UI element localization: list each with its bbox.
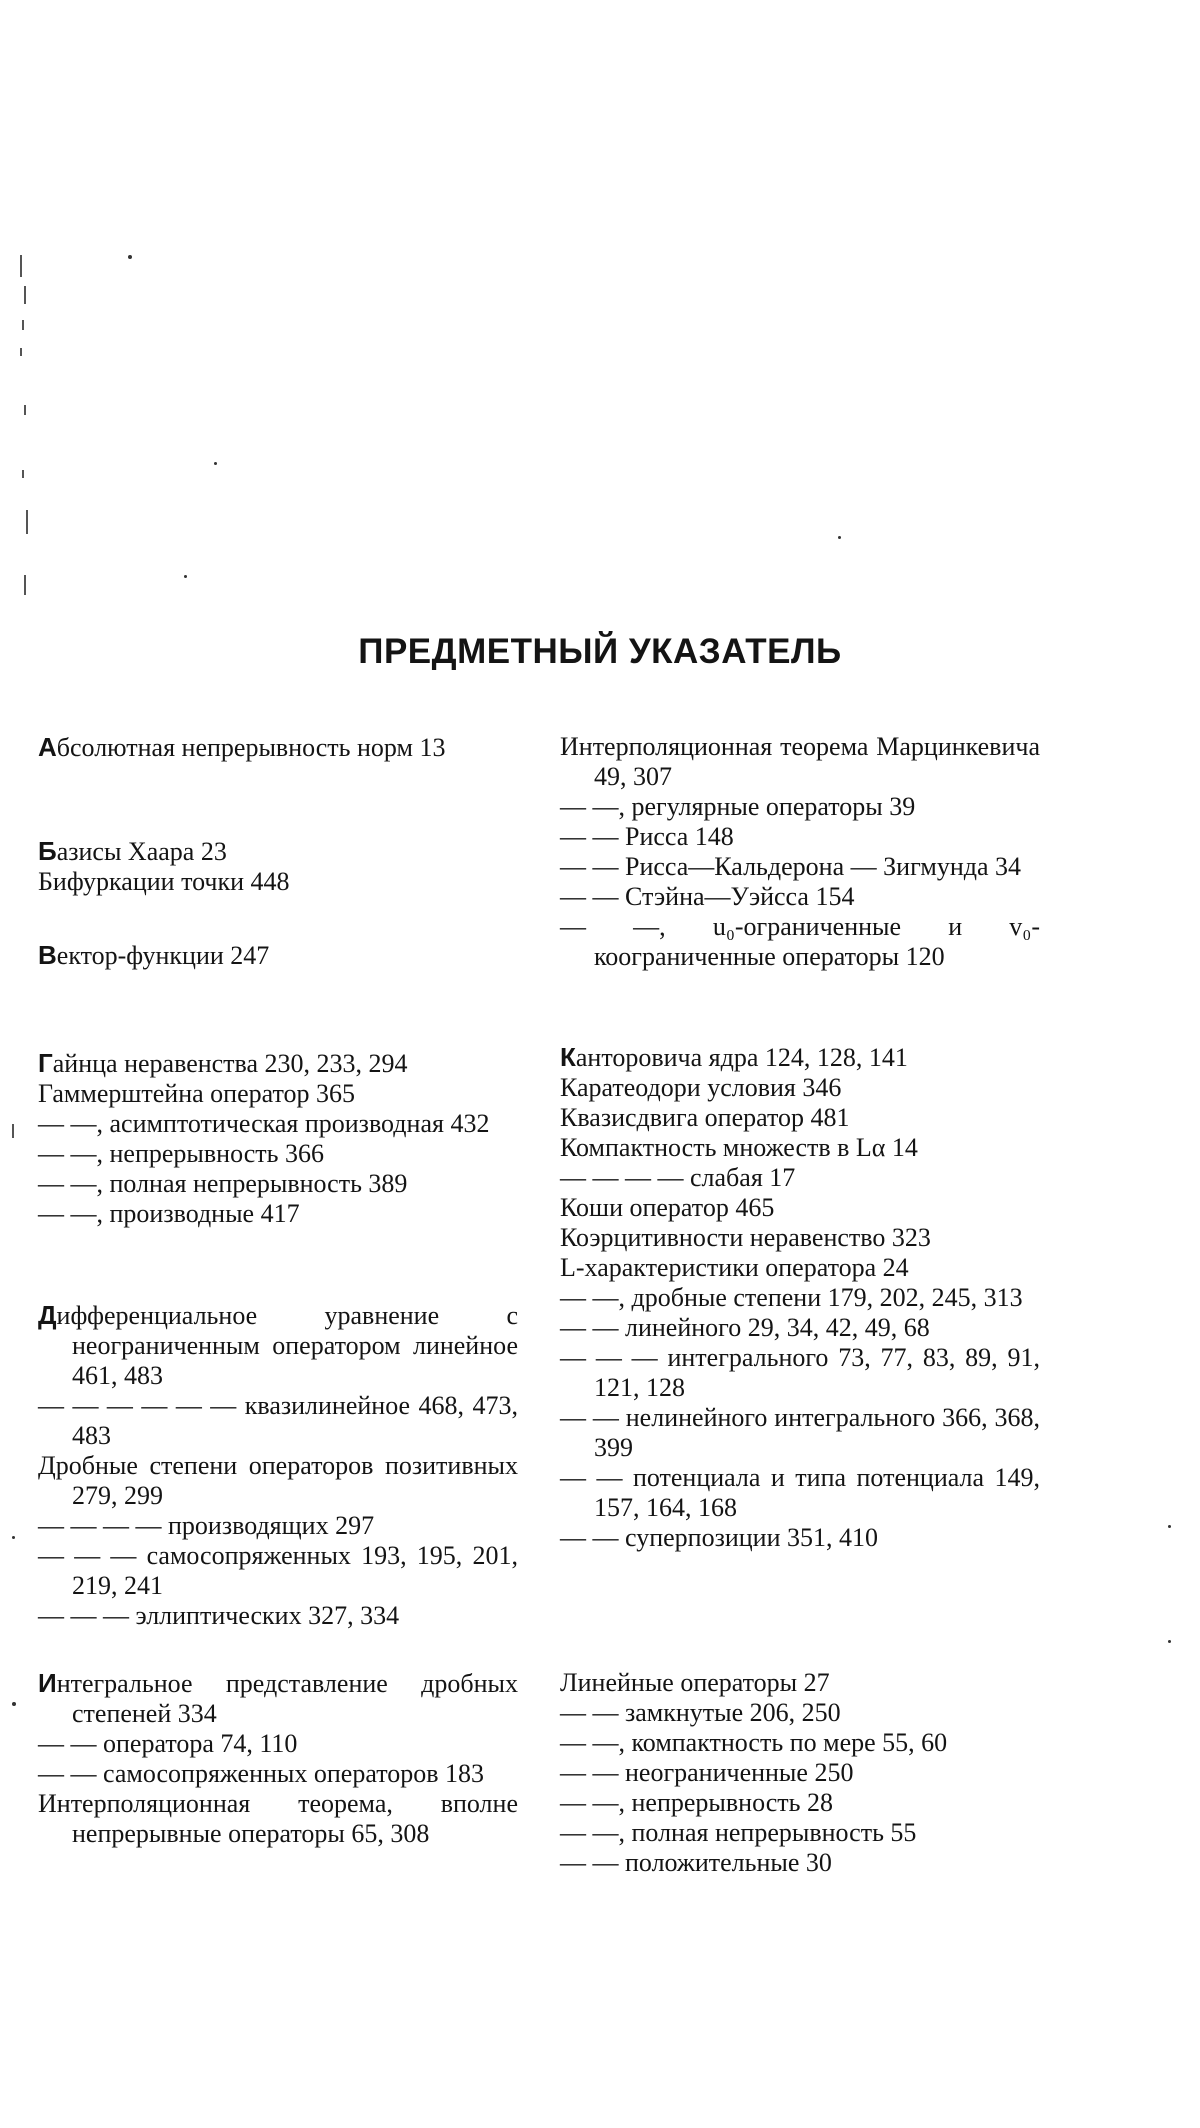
index-entry-text: L-характеристики оператора 24 bbox=[560, 1253, 909, 1282]
index-entry bbox=[38, 1391, 518, 1451]
index-entry-text: — — самосопряженных операторов 183 bbox=[38, 1759, 484, 1788]
index-letter-group bbox=[38, 940, 518, 971]
index-entry-text: Компактность множеств в Lα 14 bbox=[560, 1133, 918, 1162]
index-entry bbox=[38, 836, 518, 867]
index-entry-text: ектор-функции 247 bbox=[56, 941, 270, 970]
index-entry bbox=[560, 1073, 1040, 1103]
index-entry bbox=[38, 1139, 518, 1169]
index-entry bbox=[560, 912, 1040, 972]
index-entry-text: нтегральное представление дробных степеней 334 bbox=[56, 1669, 518, 1728]
index-entry-text: — —, регулярные операторы 39 bbox=[560, 792, 916, 821]
index-entry-text: азисы Хаара 23 bbox=[56, 837, 227, 866]
index-entry-text: — — — — производящих 297 bbox=[38, 1511, 375, 1540]
index-entry-text: Интерполяционная теорема, вполне непрерывные операторы 65, 308 bbox=[38, 1789, 518, 1848]
index-entry-text: Коэрцитивности неравенство 323 bbox=[560, 1223, 931, 1252]
index-entry-initial: Д bbox=[38, 1300, 57, 1330]
index-letter-group bbox=[560, 1042, 1040, 1553]
index-entry bbox=[560, 1193, 1040, 1223]
index-entry bbox=[560, 1758, 1040, 1788]
index-entry bbox=[560, 1253, 1040, 1283]
index-letter-group bbox=[38, 732, 518, 763]
index-entry-text: бсолютная непрерывность норм 13 bbox=[56, 733, 446, 762]
index-entry-text: — — Рисса 148 bbox=[560, 822, 734, 851]
index-entry-text: — — нелинейного интегрального 366, 368, 399 bbox=[560, 1403, 1040, 1462]
index-entry bbox=[560, 1463, 1040, 1523]
index-entry bbox=[38, 1511, 518, 1541]
index-entry bbox=[38, 1048, 518, 1079]
index-entry bbox=[560, 1163, 1040, 1193]
index-entry bbox=[560, 1403, 1040, 1463]
index-entry bbox=[38, 1759, 518, 1789]
index-entry bbox=[560, 852, 1040, 882]
index-entry-text: — — оператора 74, 110 bbox=[38, 1729, 298, 1758]
index-entry-text: — — суперпозиции 351, 410 bbox=[560, 1523, 878, 1552]
index-entry-text: — — — — слабая 17 bbox=[560, 1163, 796, 1192]
index-entry-text: — — — эллиптических 327, 334 bbox=[38, 1601, 400, 1630]
index-entry-text: — — — — — — квазилинейное 468, 473, 483 bbox=[38, 1391, 518, 1450]
index-letter-group bbox=[38, 836, 518, 897]
index-entry-text: — —, непрерывность 28 bbox=[560, 1788, 833, 1817]
index-entry-text: Линейные операторы 27 bbox=[560, 1668, 830, 1697]
index-entry-text: Гаммерштейна оператор 365 bbox=[38, 1079, 356, 1108]
index-entry bbox=[38, 1451, 518, 1511]
index-entry-text: — —, полная непрерывность 389 bbox=[38, 1169, 408, 1198]
index-entry-initial: И bbox=[38, 1668, 57, 1698]
index-entry-initial: К bbox=[560, 1042, 576, 1072]
index-entry-text: — — — интегрального 73, 77, 83, 89, 91, 121, 128 bbox=[560, 1343, 1040, 1402]
index-entry bbox=[560, 792, 1040, 822]
index-entry-text: — — — самосопряженных 193, 195, 201, 219, 241 bbox=[38, 1541, 518, 1600]
index-entry bbox=[560, 822, 1040, 852]
index-entry-initial: А bbox=[38, 732, 57, 762]
index-entry bbox=[560, 1728, 1040, 1758]
index-entry-text: — — Стэйна—Уэйсса 154 bbox=[560, 882, 855, 911]
index-entry bbox=[560, 1818, 1040, 1848]
index-letter-group bbox=[38, 1300, 518, 1631]
index-entry-text: — —, дробные степени 179, 202, 245, 313 bbox=[560, 1283, 1023, 1312]
index-entry-text: — — линейного 29, 34, 42, 49, 68 bbox=[560, 1313, 930, 1342]
index-entry bbox=[38, 732, 518, 763]
index-entry bbox=[560, 1042, 1040, 1073]
index-entry bbox=[38, 1601, 518, 1631]
index-entry bbox=[560, 1223, 1040, 1253]
index-entry bbox=[560, 1788, 1040, 1818]
index-entry bbox=[560, 732, 1040, 792]
index-entry-text: — — неограниченные 250 bbox=[560, 1758, 854, 1787]
index-entry-text: — — Рисса—Кальдерона — Зигмунда 34 bbox=[560, 852, 1022, 881]
index-entry bbox=[38, 1109, 518, 1139]
index-entry-initial: В bbox=[38, 940, 57, 970]
index-entry bbox=[38, 867, 518, 897]
index-entry bbox=[38, 1199, 518, 1229]
index-entry bbox=[38, 1169, 518, 1199]
index-entry bbox=[560, 1133, 1040, 1163]
index-letter-group bbox=[38, 1668, 518, 1849]
index-entry bbox=[38, 1079, 518, 1109]
index-entry-text: Коши оператор 465 bbox=[560, 1193, 775, 1222]
index-entry-text: Интерполяционная теорема Марцинкевича 49, 307 bbox=[560, 732, 1040, 791]
index-entry bbox=[38, 1789, 518, 1849]
index-entry-text: айнца неравенства 230, 233, 294 bbox=[52, 1049, 408, 1078]
index-entry-text: — —, компактность по мере 55, 60 bbox=[560, 1728, 948, 1757]
page-title: ПРЕДМЕТНЫЙ УКАЗАТЕЛЬ bbox=[358, 632, 842, 671]
index-entry-text: — — замкнутые 206, 250 bbox=[560, 1698, 841, 1727]
index-entry bbox=[560, 1848, 1040, 1878]
index-entry bbox=[38, 940, 518, 971]
index-entry-text: Квазисдвига оператор 481 bbox=[560, 1103, 850, 1132]
index-entry-text: Дробные степени операторов позитивных 279, 299 bbox=[38, 1451, 518, 1510]
index-entry bbox=[560, 1523, 1040, 1553]
index-entry-text: — — положительные 30 bbox=[560, 1848, 832, 1877]
index-entry-text: — —, u₀-ограниченные и v₀-коограниченные операторы 120 bbox=[560, 912, 1040, 971]
index-entry bbox=[560, 1283, 1040, 1313]
index-entry-text: Каратеодори условия 346 bbox=[560, 1073, 842, 1102]
index-entry-text: ифференциальное уравнение с неограниченным оператором линейное 461, 483 bbox=[56, 1301, 518, 1390]
index-entry-text: — —, полная непрерывность 55 bbox=[560, 1818, 917, 1847]
index-entry-text: — — потенциала и типа потенциала 149, 157, 164, 168 bbox=[560, 1463, 1040, 1522]
index-entry-text: Бифуркации точки 448 bbox=[38, 867, 290, 896]
index-entry-text: — —, производные 417 bbox=[38, 1199, 300, 1228]
index-entry-initial: Б bbox=[38, 836, 57, 866]
index-entry-text: — —, непрерывность 366 bbox=[38, 1139, 324, 1168]
index-letter-group bbox=[560, 1668, 1040, 1878]
index-entry-text: анторовича ядра 124, 128, 141 bbox=[575, 1043, 908, 1072]
index-letter-group bbox=[38, 1048, 518, 1229]
index-entry bbox=[38, 1300, 518, 1391]
index-entry bbox=[38, 1668, 518, 1729]
index-entry bbox=[560, 1313, 1040, 1343]
index-entry bbox=[560, 1668, 1040, 1698]
index-entry-text: — —, асимптотическая производная 432 bbox=[38, 1109, 490, 1138]
index-entry bbox=[560, 1698, 1040, 1728]
index-entry-initial: Г bbox=[38, 1048, 53, 1078]
index-entry bbox=[560, 882, 1040, 912]
index-entry bbox=[560, 1103, 1040, 1133]
index-entry bbox=[38, 1729, 518, 1759]
index-letter-group bbox=[560, 732, 1040, 972]
index-entry bbox=[38, 1541, 518, 1601]
index-entry bbox=[560, 1343, 1040, 1403]
